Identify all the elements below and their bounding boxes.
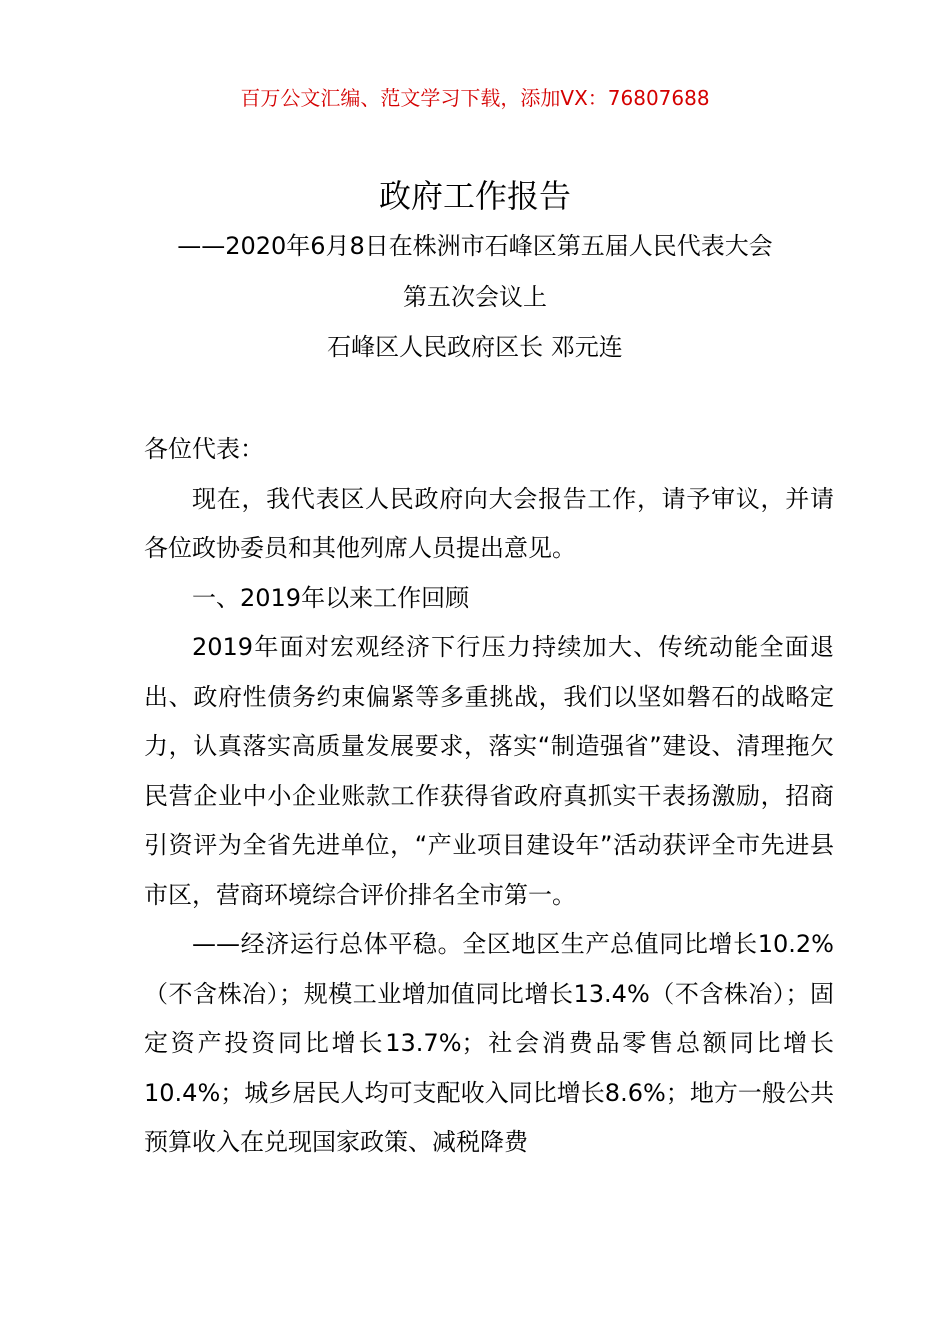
paragraph-opening: 现在，我代表区人民政府向大会报告工作，请予审议，并请各位政协委员和其他列席人员提出意见。	[144, 484, 834, 562]
report-body	[144, 425, 834, 1168]
document-title: 政府工作报告	[378, 177, 571, 215]
paragraph-review: 2019年面对宏观经济下行压力持续加大、传统动能全面退出、政府性债务约束偏紧等多重挑战，我们以坚如磐石的战略定力，认真落实高质量发展要求，落实“制造强省”建设、清理拖欠民营企业中小企业账款工作获得省政府真抓实干表扬激励，招商引资评为全省先进单位，“产业项目建设年”活动获评全市先进县市区，营商环境综合评价排名全市第一。	[144, 633, 834, 909]
header-note: 百万公文汇编、范文学习下载，添加VX：76807688	[240, 86, 710, 110]
section-heading: 一、2019年以来工作回顾	[192, 583, 470, 612]
salutation: 各位代表：	[144, 435, 264, 463]
subtitle-line-1: ——2020年6月8日在株洲市石峰区第五届人民代表大会	[177, 232, 773, 260]
subtitle-line-3: 石峰区人民政府区长 邓元连	[327, 333, 623, 361]
subtitle-line-2: 第五次会议上	[403, 283, 547, 311]
paragraph-economy: ——经济运行总体平稳。全区地区生产总值同比增长10.2%（不含株冶）；规模工业增加值同比增长13.4%（不含株冶）；固定资产投资同比增长13.7%；社会消费品零售总额同比增长10.4%；城乡居民人均可支配收入同比增长8.6%；地方一般公共预算收入在兑现国家政策、减税降费	[144, 930, 834, 1156]
